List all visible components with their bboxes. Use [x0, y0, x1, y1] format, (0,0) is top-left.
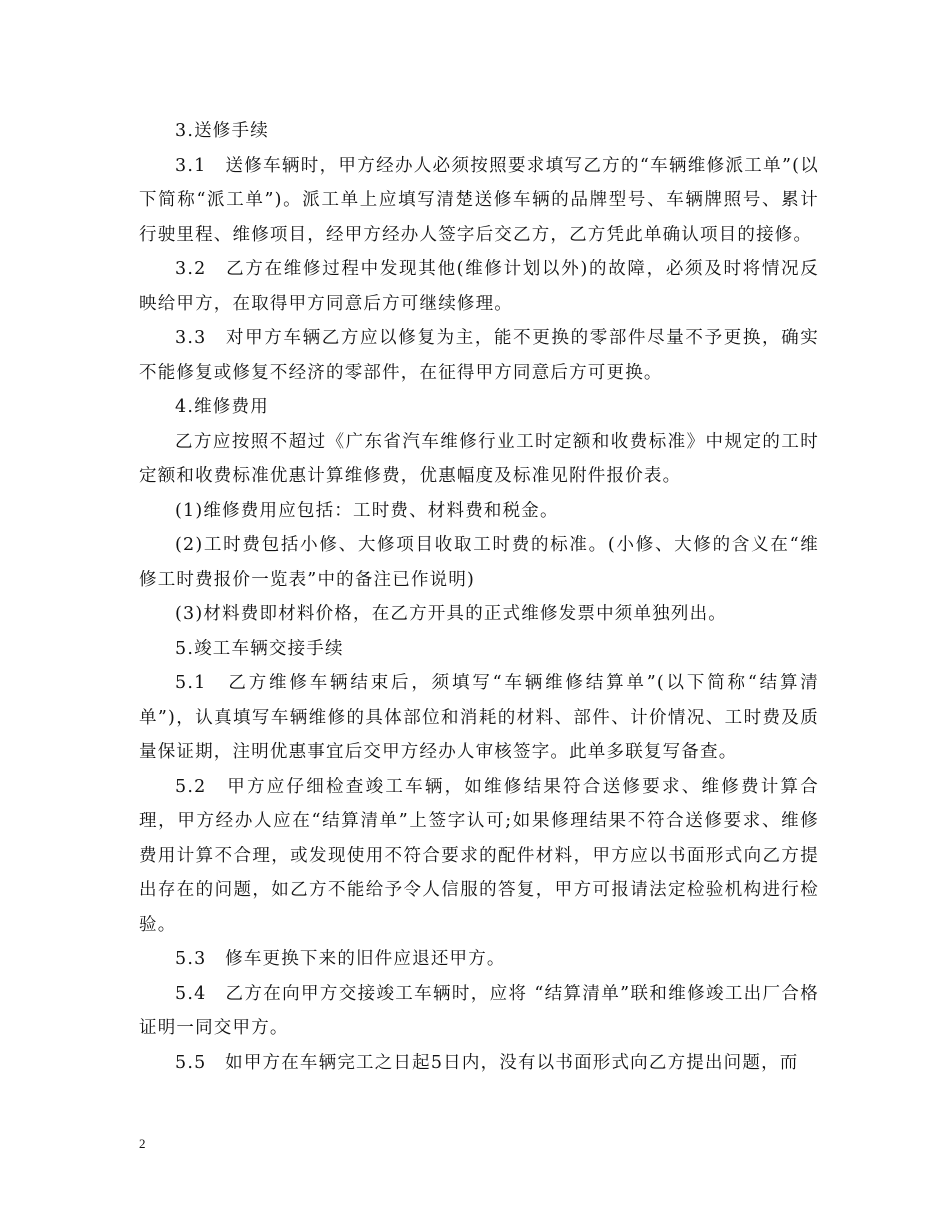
fee-item-1: (1)维修费用应包括：工时费、材料费和税金。: [175, 500, 559, 521]
document-body: [139, 114, 819, 1080]
page-number: 2: [139, 1136, 146, 1151]
fee-item-3: (3)材料费即材料价格，在乙方开具的正式维修发票中须单独列出。: [175, 604, 727, 624]
clause-5-3: 5.3 修车更换下来的旧件应退还甲方。: [175, 949, 506, 969]
clause-5-5: 5.5 如甲方在车辆完工之日起5日内，没有以书面形式向乙方提出问题，而: [175, 1052, 799, 1073]
clause-3-3: 3.3 对甲方车辆乙方应以修复为主，能不更换的零部件尽量不予更换，确实不能修复或修复不经济的零部件，在征得甲方同意后方可更换。: [139, 328, 819, 383]
clause-3-2: 3.2 乙方在维修过程中发现其他(维修计划以外)的故障，必须及时将情况反映给甲方，在取得甲方同意后方可继续修理。: [139, 259, 819, 314]
clause-5-2: 5.2 甲方应仔细检查竣工车辆，如维修结果符合送修要求、维修费计算合理，甲方经办人应在“结算清单”上签字认可;如果修理结果不符合送修要求、维修费用计算不合理，或发现使用不符合要求的配件材料，甲方应以书面形式向乙方提出存在的问题，如乙方不能给予令人信服的答复，甲方可报请法定检验机构进行检验。: [139, 776, 819, 935]
section-heading-3: 3.送修手续: [175, 121, 269, 141]
section-heading-5: 5.竣工车辆交接手续: [175, 638, 344, 659]
clause-5-4: 5.4 乙方在向甲方交接竣工车辆时，应将 “结算清单”联和维修竣工出厂合格证明一同交甲方。: [139, 983, 819, 1038]
section-heading-4: 4.维修费用: [175, 397, 269, 417]
clause-5-1: 5.1 乙方维修车辆结束后，须填写“车辆维修结算单”(以下简称“结算清单”)，认真填写车辆维修的具体部位和消耗的材料、部件、计价情况、工时费及质量保证期，注明优惠事宜后交甲方经办人审核签字。此单多联复写备查。: [139, 673, 819, 762]
fee-item-2: (2)工时费包括小修、大修项目收取工时费的标准。(小修、大修的含义在“维修工时费报价一览表”中的备注已作说明): [139, 535, 819, 590]
fee-standard-paragraph: 乙方应按照不超过《广东省汽车维修行业工时定额和收费标准》中规定的工时定额和收费标准优惠计算维修费，优惠幅度及标准见附件报价表。: [139, 431, 819, 486]
clause-3-1: 3.1 送修车辆时，甲方经办人必须按照要求填写乙方的“车辆维修派工单”(以下简称“派工单”)。派工单上应填写清楚送修车辆的品牌型号、车辆牌照号、累计行驶里程、维修项目，经甲方经办人签字后交乙方，乙方凭此单确认项目的接修。: [139, 155, 819, 245]
